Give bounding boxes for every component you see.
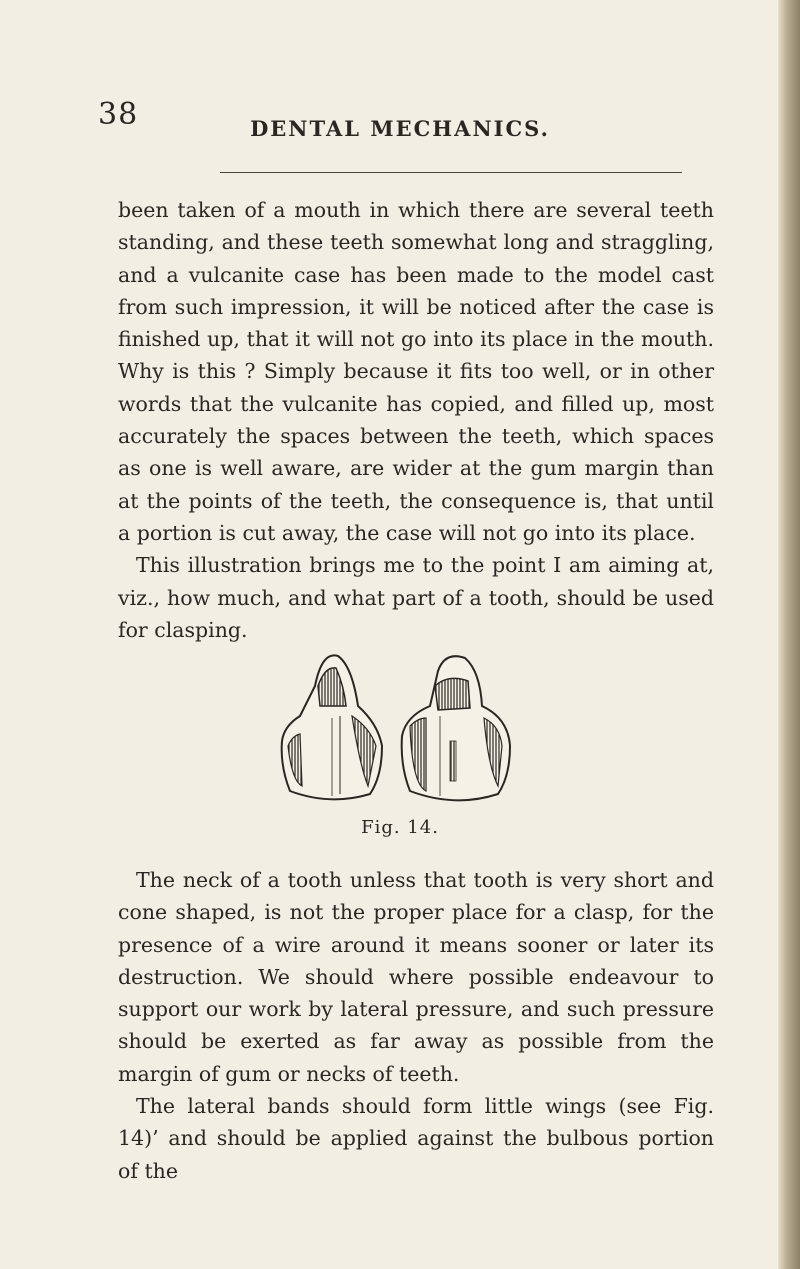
paragraph-illustration: This illustration brings me to the point I am aiming at, viz., how much, and what part of a tooth, should be used for clasping.	[118, 553, 714, 642]
paragraph-continued: been taken of a mouth in which there are several teeth standing, and these teeth somewhat long and straggling, and a vulcanite case has been made to the model cast from such impression, it will be noticed after the case is finished up, that it will not go into its place in the mouth. Why is this ? Simply because it fits too well, or in other words that the vulcanite has copied, and filled up, most accurately the spaces between the teeth, which spaces as one is well aware, are wider at the gum margin than at the points of the teeth, the consequence is, that until a portion is cut away, the case will not go into its place.	[118, 198, 714, 545]
paragraph-lateral-bands: The lateral bands should form little wings (see Fig. 14)’ and should be applied against the bulbous portion of the	[118, 1094, 714, 1183]
tooth-clasp-illustration	[270, 646, 530, 806]
page-edge-shadow	[778, 0, 800, 1269]
text-block-lower	[118, 864, 714, 1187]
figure-caption: Fig. 14.	[361, 817, 439, 838]
page-number: 38	[98, 97, 139, 132]
header-rule	[220, 172, 682, 173]
left-tooth-drawing	[282, 655, 382, 799]
right-tooth-drawing	[402, 656, 510, 800]
paragraph-neck-of-tooth: The neck of a tooth unless that tooth is very short and cone shaped, is not the proper place for a clasp, for the presence of a wire around it means sooner or later its destruction. We should where possible endeavour to support our work by lateral pressure, and such pressure should be exerted as far away as possible from the margin of gum or necks of teeth.	[118, 868, 714, 1086]
running-head: DENTAL MECHANICS.	[250, 116, 550, 141]
text-block-upper	[118, 194, 714, 646]
